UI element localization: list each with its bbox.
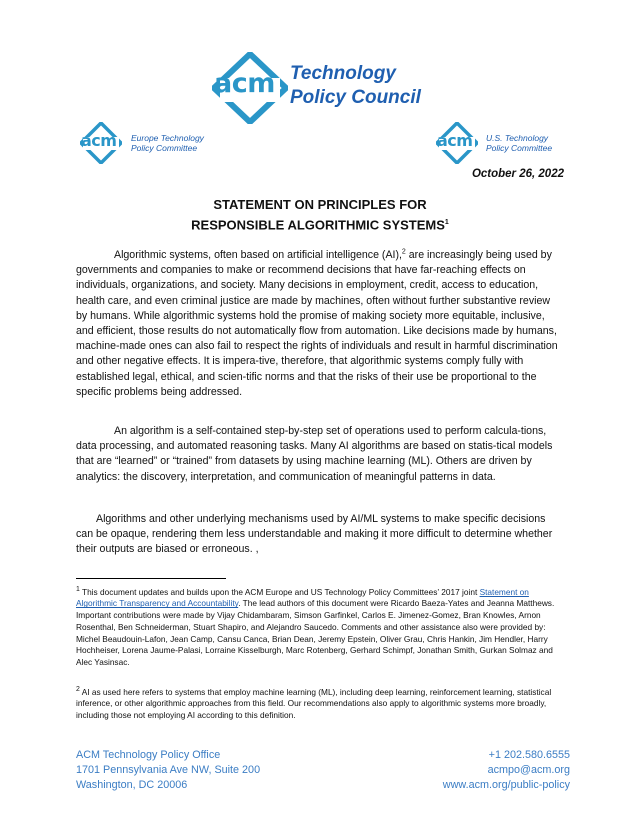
paragraph-3-text: Algorithms and other underlying mechanisms used by AI/ML systems to make specific decisions can be opaque, rendering them less understandable and making it more difficult to determine whether their outputs are biased or erroneous. ,	[76, 513, 553, 556]
footnote-2-mark: 2	[76, 686, 80, 693]
europe-tpc-line2: Policy Committee	[131, 143, 198, 153]
footnote-2	[76, 684, 566, 722]
footer-email[interactable]: acmpo@acm.org	[487, 764, 570, 776]
us-tpc-line2: Policy Committee	[486, 143, 553, 153]
tpc-title-line1: Technology	[290, 63, 396, 84]
europe-tpc-line1: Europe Technology	[131, 133, 204, 143]
acm-wordmark-europe: acm	[81, 131, 117, 150]
footnote-1-text-b: . The lead authors of this document were Ricardo Baeza-Yates and Jeanna Matthews. Important contributions were made by Vijay Chidambaram, Simson Garfinkel, Carlos E. Jimenez-Gomez, Bran Knowles, Arnon Rosenthal, Ben Schneiderman, Stuart Shapiro, and Alejandro Saucedo. Comments and other assistance also were provided by: Michel Beaudouin-Lafon, Jean Camp, Cansu Canca, Brian Dean, Jeremy Epstein, Oliver Grau, Chris Hankin, Jim Hendler, Harry Hochheiser, Lorena Jaume-Palasi, Lorraine Kisselburgh, Marc Rotenberg, Gerhard Schimpf, Jonathan Smith, Gurkan Solmaz and Alec Yasinsac.	[76, 598, 555, 667]
paragraph-1	[76, 248, 563, 400]
statement-title	[0, 196, 640, 234]
footer-street: 1701 Pennsylvania Ave NW, Suite 200	[76, 764, 261, 776]
title-line2	[0, 214, 640, 234]
title-line2-text: RESPONSIBLE ALGORITHMIC SYSTEMS	[191, 217, 445, 233]
footnote-1-mark: 1	[76, 586, 80, 593]
title-line1: STATEMENT ON PRINCIPLES FOR	[213, 197, 427, 212]
statement-date: October 26, 2022	[471, 168, 564, 180]
footnote-ref-2[interactable]: 2	[401, 248, 406, 256]
title-footnote-ref[interactable]: 1	[444, 219, 449, 226]
paragraph-3	[76, 512, 563, 558]
paragraph-2	[76, 424, 563, 485]
footnote-2-text: AI as used here refers to systems that employ machine learning (ML), including deep learning, reinforcement learning, statistical inference, or other algorithmic approaches from this field. Our recommendations also apply to algorithmic systems more broadly, including those not employing AI according to this definition.	[76, 686, 552, 721]
us-tpc-label	[486, 133, 552, 153]
us-tpc-line1: U.S. Technology	[486, 133, 549, 143]
footer-phone[interactable]: +1 202.580.6555	[488, 749, 570, 761]
footnote-divider	[76, 578, 226, 579]
footer-address	[76, 748, 260, 793]
tpc-title-line2: Policy Council	[290, 87, 421, 108]
paragraph-2-text: An algorithm is a self-contained step-by-step set of operations used to perform calcula-tions, data processing, and automated reasoning tasks. Many AI algorithms are based on statis-tical models that are “learned” or “trained” from datasets by using machine learning (ML). Others are driven by analytics: the discovery, interpretation, and communication of meaningful patterns in data.	[76, 425, 553, 483]
tpc-title	[290, 62, 421, 110]
europe-tpc-label	[131, 133, 204, 153]
footer-website[interactable]: www.acm.org/public-policy	[442, 779, 570, 791]
acm-wordmark: acm	[214, 68, 275, 99]
footnote-1-text-a: This document updates and builds upon the ACM Europe and US Technology Policy Committees’ 2017 joint	[79, 586, 480, 597]
statement-link[interactable]: Statement on Algorithmic Transparency and Accountability	[76, 586, 529, 609]
footnote-1	[76, 584, 566, 669]
footer-contact	[443, 748, 570, 793]
footer-office-name: ACM Technology Policy Office	[76, 749, 221, 761]
paragraph-1-text-a: Algorithmic systems, often based on artificial intelligence (AI),	[114, 249, 402, 261]
footer-city: Washington, DC 20006	[76, 779, 188, 791]
acm-wordmark-us: acm	[437, 131, 473, 150]
paragraph-1-text-b: are increasingly being used by governments and companies to make or recommend decisions that have far-reaching effects on individuals, organizations, and society. Many decisions in employment, credit, access to education, health care, and even criminal justice are made by machines, often without further substantive review by humans. While algorithmic systems hold the promise of making society more equitable, inclusive, and efficient, those results do not automatically flow from automation. Like decisions made by humans, machine-made ones can also fail to respect the rights of individuals and result in harmful discrimination and other negative effects. It is impera-tive, therefore, that algorithmic systems comply fully with established legal, ethical, and scien-tific norms and that the risks of their use be proportional to the specific problems being addressed.	[76, 249, 558, 398]
